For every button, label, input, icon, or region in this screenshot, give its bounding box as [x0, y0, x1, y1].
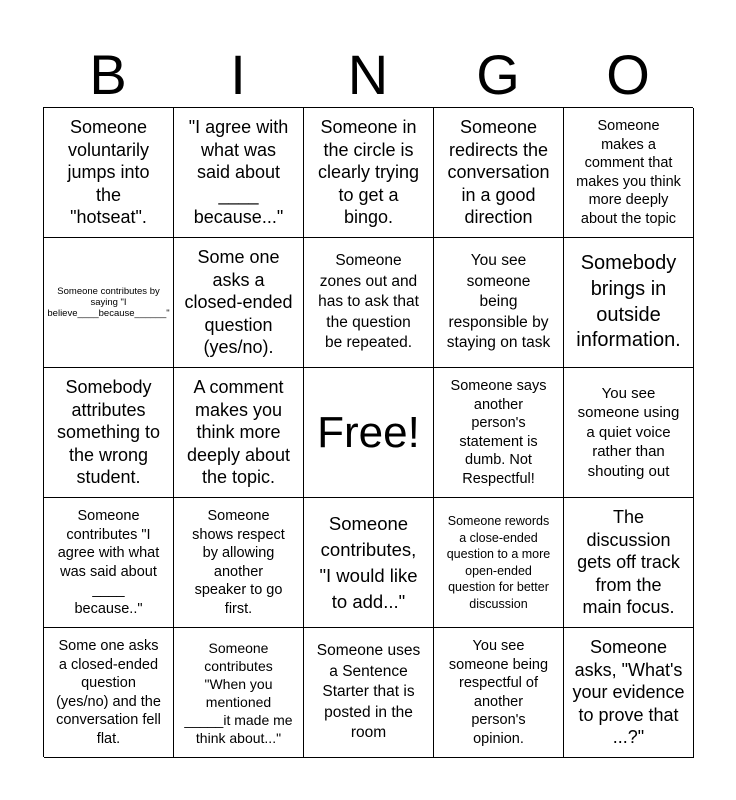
bingo-cell[interactable] — [44, 108, 174, 238]
cell-text: "I agree with what was said about ____ because..." — [188, 117, 289, 228]
bingo-cell[interactable] — [564, 498, 694, 628]
cell-text: Someone says another person's statement is dumb. Not Respectful! — [450, 378, 547, 487]
bingo-cell[interactable] — [174, 238, 304, 368]
cell-text: Some one asks a closed-ended question (yes/no). — [184, 247, 293, 358]
bingo-cell[interactable] — [44, 238, 174, 368]
cell-text: Somebody attributes something to the wrong student. — [56, 377, 161, 488]
bingo-cell[interactable] — [174, 368, 304, 498]
cell-text: Someone contributes, "I would like to add..." — [319, 512, 418, 612]
bingo-cell[interactable] — [564, 108, 694, 238]
cell-text: You see someone being responsible by staying on task — [446, 252, 551, 352]
cell-text: The discussion gets off track from the main focus. — [577, 507, 680, 618]
bingo-cell[interactable] — [304, 108, 434, 238]
cell-text: Someone in the circle is clearly trying to get a bingo. — [317, 117, 420, 228]
bingo-cell[interactable] — [434, 368, 564, 498]
bingo-cell[interactable] — [434, 238, 564, 368]
bingo-cell[interactable] — [174, 108, 304, 238]
free-label: Free! — [317, 407, 420, 457]
bingo-cell[interactable] — [434, 498, 564, 628]
cell-text: Someone contributes "When you mentioned _____it made me think about..." — [184, 639, 293, 746]
header-letter-g: G — [476, 43, 520, 106]
header-letter-b: B — [89, 43, 127, 106]
cell-text: Someone makes a comment that makes you think more deeply about the topic — [576, 118, 681, 227]
bingo-cell[interactable] — [304, 498, 434, 628]
bingo-cell[interactable] — [564, 368, 694, 498]
bingo-cell[interactable] — [564, 628, 694, 758]
bingo-board — [43, 107, 693, 757]
cell-text: Someone contributes "I agree with what was said about ____ because.." — [57, 508, 160, 617]
cell-text: Someone shows respect by allowing another speaker to go first. — [192, 508, 285, 617]
cell-text: A comment makes you think more deeply about the topic. — [186, 377, 291, 488]
cell-text: You see someone using a quiet voice rather than shouting out — [577, 384, 680, 480]
cell-text: Someone contributes by saying "I believe____because______" — [47, 286, 170, 319]
header-letter-o: O — [606, 43, 650, 106]
cell-text: Someone voluntarily jumps into the "hotseat". — [67, 117, 150, 228]
bingo-header — [43, 42, 693, 108]
bingo-cell[interactable] — [174, 628, 304, 758]
bingo-cell[interactable] — [44, 628, 174, 758]
bingo-cell[interactable] — [564, 238, 694, 368]
cell-text: Some one asks a closed-ended question (yes/no) and the conversation fell flat. — [56, 638, 161, 747]
cell-text: Someone rewords a close-ended question to a more open-ended question for better discussion — [446, 514, 551, 611]
bingo-cell[interactable] — [44, 368, 174, 498]
bingo-cell[interactable] — [304, 238, 434, 368]
cell-text: Someone asks, "What's your evidence to prove that ...?" — [572, 637, 685, 748]
header-letter-n: N — [347, 43, 389, 106]
cell-text: Someone redirects the conversation in a good direction — [447, 117, 550, 228]
bingo-cell[interactable] — [434, 108, 564, 238]
bingo-cell[interactable] — [174, 498, 304, 628]
bingo-cell[interactable] — [434, 628, 564, 758]
bingo-cell[interactable] — [44, 498, 174, 628]
cell-text: Somebody brings in outside information. — [576, 251, 681, 352]
cell-text: You see someone being respectful of another person's opinion. — [448, 638, 549, 747]
header-letter-i: I — [230, 43, 246, 106]
cell-text: Someone uses a Sentence Starter that is posted in the room — [316, 642, 421, 742]
bingo-cell[interactable] — [304, 628, 434, 758]
cell-text: Someone zones out and has to ask that the question be repeated. — [318, 252, 419, 352]
free-cell[interactable] — [304, 368, 434, 498]
